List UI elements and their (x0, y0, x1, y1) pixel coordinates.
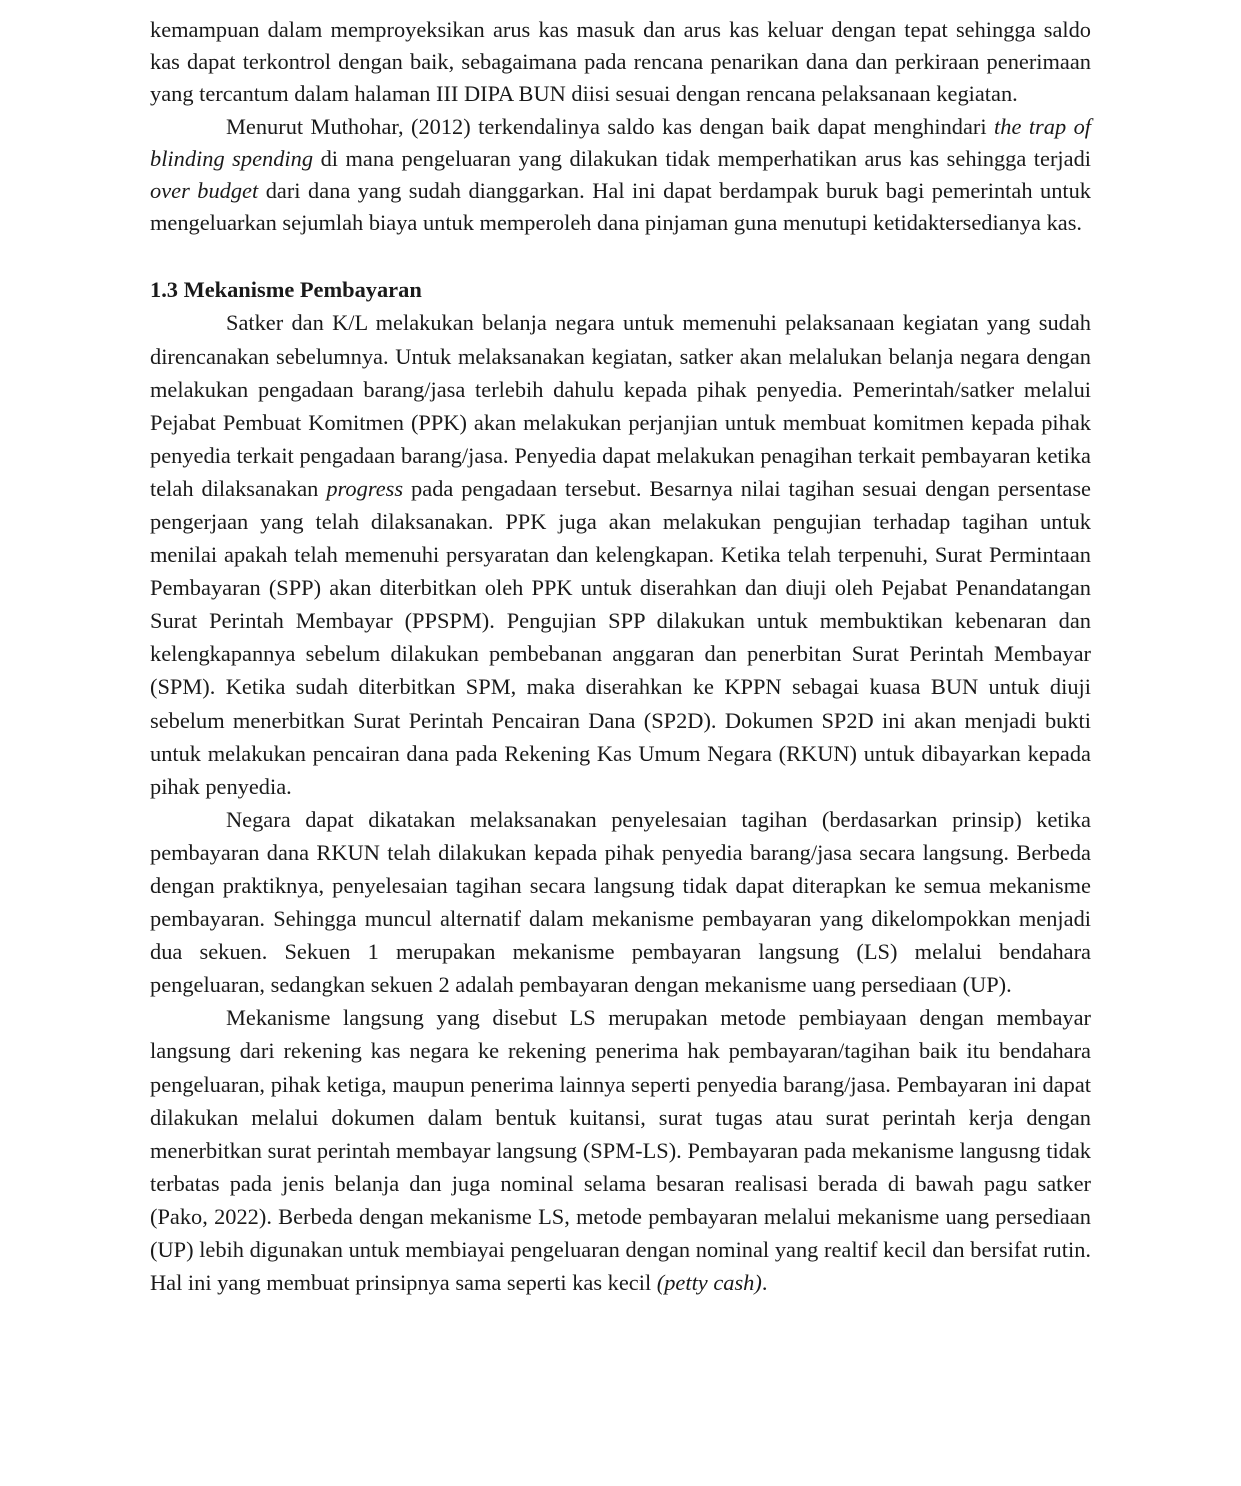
paragraph-muthohar (150, 111, 1091, 240)
italic-term: the trap of blinding spending (150, 113, 1092, 171)
paragraph-text: . (761, 1270, 768, 1296)
paragraph-cash-control (150, 14, 1091, 111)
paragraph-text: dari dana yang sudah dianggarkan. Hal ini dapat berdampak buruk bagi pemerintah untuk mengeluarkan sejumlah biaya untuk memperoleh dana pinjaman guna menutupi ketidaktersedianya kas. (150, 178, 1092, 236)
paragraph-text: kemampuan dalam memproyeksikan arus kas masuk dan arus kas keluar dengan tepat sehingga saldo kas dapat terkontrol dengan baik, sebagaimana pada rencana penarikan dana dan perkiraan penerimaan yang tercantum dalam halaman III DIPA BUN diisi sesuai dengan rencana pelaksanaan kegiatan. (150, 17, 1091, 107)
paragraph-payment-process (150, 306, 1091, 802)
paragraph-text: Satker dan K/L melakukan belanja negara untuk memenuhi pelaksanaan kegiatan yang sudah direncanakan sebelumnya. Untuk melaksanakan kegiatan, satker akan melalukan belanja negara dengan melakukan pengadaan barang/jasa terlebih dahulu kepada pihak penyedia. Pemerintah/satker melalui Pejabat Pembuat Komitmen (PPK) akan melakukan perjanjian untuk membuat komitmen kepada pihak penyedia terkait pengadaan barang/jasa. Penyedia dapat melakukan penagihan terkait pembayaran ketika telah dilaksanakan (150, 310, 1091, 501)
paragraph-text: pada pengadaan tersebut. Besarnya nilai tagihan sesuai dengan persentase pengerjaan yang telah dilaksanakan. PPK juga akan melakukan pengujian terhadap tagihan untuk menilai apakah telah memenuhi persyaratan dan kelengkapan. Ketika telah terpenuhi, Surat Permintaan Pembayaran (SPP) akan diterbitkan oleh PPK untuk diserahkan dan diuji oleh Pejabat Penandatangan Surat Perintah Membayar (PPSPM). Pengujian SPP dilakukan untuk membuktikan kebenaran dan kelengkapannya sebelum dilakukan pembebanan anggaran dan penerbitan Surat Perintah Membayar (SPM). Ketika sudah diterbitkan SPM, maka diserahkan ke KPPN sebagai kuasa BUN untuk diuji sebelum menerbitkan Surat Perintah Pencairan Dana (SP2D). Dokumen SP2D ini akan menjadi bukti untuk melakukan pencairan dana pada Rekening Kas Umum Negara (RKUN) untuk dibayarkan kepada pihak penyedia. (150, 475, 1091, 799)
paragraph-text: di mana pengeluaran yang dilakukan tidak memperhatikan arus kas sehingga terjadi (313, 145, 1091, 171)
paragraph-text: Mekanisme langsung yang disebut LS merupakan metode pembiayaan dengan membayar langsung dari rekening kas negara ke rekening penerima hak pembayaran/tagihan baik itu bendahara pengeluaran, pihak ketiga, maupun penerima lainnya seperti penyedia barang/jasa. Pembayaran ini dapat dilakukan melalui dokumen dalam bentuk kuitansi, surat tugas atau surat perintah kerja dengan menerbitkan surat perintah membayar langsung (SPM-LS). Pembayaran pada mekanisme langusng tidak terbatas pada jenis belanja dan juga nominal selama besaran realisasi berada di bawah pagu satker (Pako, 2022). Berbeda dengan mekanisme LS, metode pembayaran melalui mekanisme uang persediaan (UP) lebih digunakan untuk membiayai pengeluaran dengan nominal yang realtif kecil dan bersifat rutin. Hal ini yang membuat prinsipnya sama seperti kas kecil (150, 1005, 1091, 1296)
italic-term: progress (326, 475, 404, 501)
paragraph-text: Menurut Muthohar, (2012) terkendalinya saldo kas dengan baik dapat menghindari (226, 113, 995, 139)
document-page (150, 14, 1091, 1299)
italic-term: over budget (150, 178, 259, 204)
italic-term: (petty cash) (656, 1270, 762, 1296)
paragraph-text: Negara dapat dikatakan melaksanakan penyelesaian tagihan (berdasarkan prinsip) ketika pembayaran dana RKUN telah dilakukan kepada pihak penyedia barang/jasa secara langsung. Berbeda dengan praktiknya, penyelesaian tagihan secara langsung tidak dapat diterapkan ke semua mekanisme pembayaran. Sehingga muncul alternatif dalam mekanisme pembayaran yang dikelompokkan menjadi dua sekuen. Sekuen 1 merupakan mekanisme pembayaran langsung (LS) melalui bendahara pengeluaran, sedangkan sekuen 2 adalah pembayaran dengan mekanisme uang persediaan (UP). (150, 806, 1091, 998)
paragraph-ls-mechanism (150, 1001, 1091, 1299)
paragraph-settlement (150, 803, 1091, 1002)
section-heading: 1.3 Mekanisme Pembayaran (150, 277, 422, 303)
